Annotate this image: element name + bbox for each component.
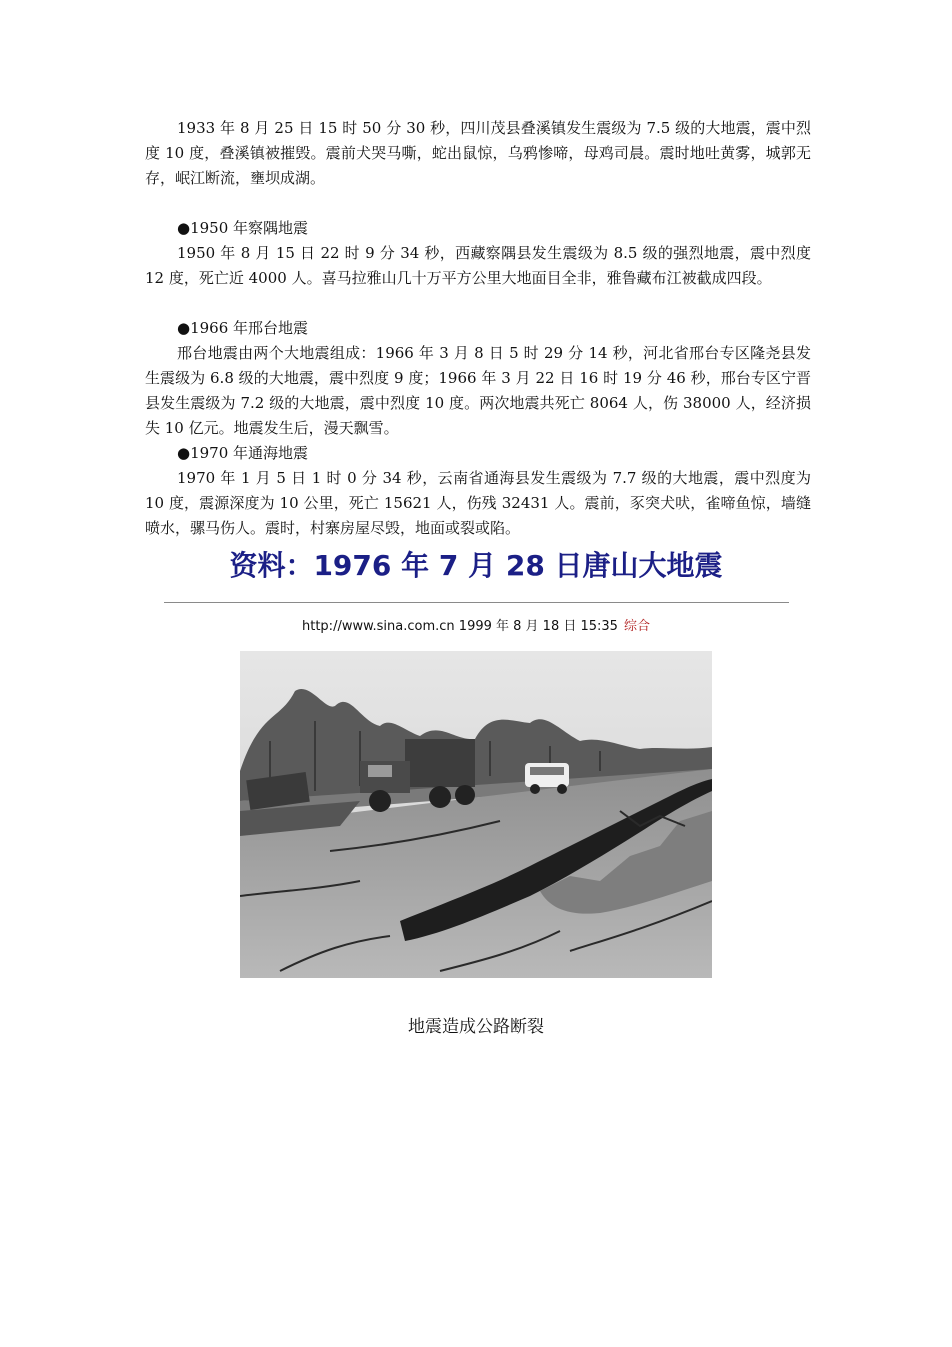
- article-source-line: [0, 617, 952, 637]
- article-title: 资料：1976 年 7 月 28 日唐山大地震: [229, 549, 723, 582]
- paragraph-1970-tonghai: 1970 年 1 月 5 日 1 时 0 分 34 秒，云南省通海县发生震级为 7.7 级的大地震，震中烈度为 10 度，震源深度为 10 公里，死亡 15621 人，伤残 32431 人。震前，豕突犬吠，雀啼鱼惊，墙缝喷水，骡马伤人。震时，村寨房屋尽毁，地面或裂或陷。: [145, 469, 811, 537]
- heading-1950-chayu: ●1950 年察隅地震: [177, 219, 309, 237]
- paragraph-1933-diexi: 1933 年 8 月 25 日 15 时 50 分 30 秒，四川茂县叠溪镇发生震级为 7.5 级的大地震，震中烈度 10 度，叠溪镇被摧毁。震前犬哭马嘶，蛇出鼠惊，乌鸦惨啼，母鸡司晨。震时地吐黄雾，城郭无存，岷江断流，壅坝成湖。: [145, 119, 811, 187]
- photo-illustration: [240, 651, 712, 978]
- photo-caption: 地震造成公路断裂: [408, 1017, 544, 1037]
- road-crack-photo: [240, 651, 712, 978]
- heading-1966-xingtai: ●1966 年邢台地震: [177, 319, 309, 337]
- title-divider: [164, 602, 789, 603]
- source-text: http://www.sina.com.cn 1999 年 8 月 18 日 15:35: [302, 619, 618, 634]
- heading-1970-tonghai: ●1970 年通海地震: [177, 444, 309, 462]
- category-link[interactable]: 综合: [623, 619, 650, 634]
- paragraph-1950-chayu: 1950 年 8 月 15 日 22 时 9 分 34 秒，西藏察隅县发生震级为 8.5 级的强烈地震，震中烈度 12 度，死亡近 4000 人。喜马拉雅山几十万平方公里大地面目全非，雅鲁藏布江被截成四段。: [145, 244, 811, 287]
- paragraph-1966-xingtai: 邢台地震由两个大地震组成：1966 年 3 月 8 日 5 时 29 分 14 秒，河北省邢台专区隆尧县发生震级为 6.8 级的大地震，震中烈度 9 度；1966 年 3 月 22 日 16 时 19 分 46 秒，邢台专区宁晋县发生震级为 7.2 级的大地震，震中烈度 10 度。两次地震共死亡 8064 人，伤 38000 人，经济损失 10 亿元。地震发生后，漫天飘雪。: [145, 344, 811, 437]
